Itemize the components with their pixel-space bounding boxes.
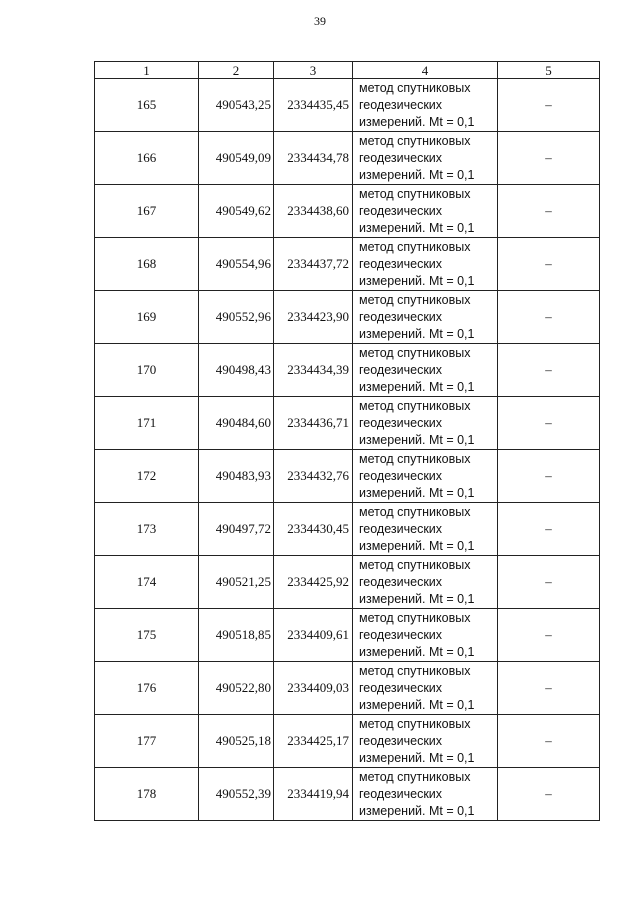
x-coordinate-cell: 490552,96 [199,291,274,344]
method-line: метод спутниковых [359,398,471,413]
point-number-cell: 171 [95,397,199,450]
y-coordinate-cell: 2334423,90 [274,291,353,344]
accuracy-dash-cell: – [498,715,600,768]
method-line: метод спутниковых [359,133,471,148]
x-coordinate-cell: 490552,39 [199,768,274,821]
method-line: метод спутниковых [359,345,471,360]
table-row [95,556,600,609]
y-coordinate-cell: 2334437,72 [274,238,353,291]
method-line: измерений. Mt = 0,1 [359,273,475,288]
method-cell [353,238,498,291]
method-line: геодезических [359,362,443,377]
method-line: геодезических [359,786,443,801]
method-line: измерений. Mt = 0,1 [359,220,475,235]
accuracy-dash-cell: – [498,768,600,821]
accuracy-dash-cell: – [498,397,600,450]
table-row [95,132,600,185]
method-line: геодезических [359,97,443,112]
point-number-cell: 165 [95,79,199,132]
table-row [95,185,600,238]
point-number-cell: 174 [95,556,199,609]
method-line: метод спутниковых [359,292,471,307]
page-number: 39 [314,14,326,28]
method-cell [353,609,498,662]
method-line: геодезических [359,574,443,589]
method-line: метод спутниковых [359,769,471,784]
point-number-cell: 166 [95,132,199,185]
header-col-1: 1 [95,62,199,79]
method-line: измерений. Mt = 0,1 [359,114,475,129]
method-cell [353,344,498,397]
method-cell [353,397,498,450]
method-line: измерений. Mt = 0,1 [359,591,475,606]
method-line: измерений. Mt = 0,1 [359,697,475,712]
table-row [95,397,600,450]
accuracy-dash-cell: – [498,132,600,185]
method-cell [353,556,498,609]
x-coordinate-cell: 490518,85 [199,609,274,662]
accuracy-dash-cell: – [498,291,600,344]
x-coordinate-cell: 490521,25 [199,556,274,609]
method-line: измерений. Mt = 0,1 [359,379,475,394]
accuracy-dash-cell: – [498,503,600,556]
x-coordinate-cell: 490549,62 [199,185,274,238]
method-cell [353,768,498,821]
point-number-cell: 170 [95,344,199,397]
y-coordinate-cell: 2334425,92 [274,556,353,609]
table-body [95,79,600,821]
method-cell [353,132,498,185]
table-row [95,291,600,344]
table-row [95,715,600,768]
table-row [95,768,600,821]
x-coordinate-cell: 490522,80 [199,662,274,715]
accuracy-dash-cell: – [498,609,600,662]
method-line: метод спутниковых [359,610,471,625]
point-number-cell: 169 [95,291,199,344]
header-col-4: 4 [353,62,498,79]
method-line: измерений. Mt = 0,1 [359,538,475,553]
y-coordinate-cell: 2334409,03 [274,662,353,715]
method-line: измерений. Mt = 0,1 [359,432,475,447]
y-coordinate-cell: 2334432,76 [274,450,353,503]
method-line: метод спутниковых [359,663,471,678]
x-coordinate-cell: 490497,72 [199,503,274,556]
method-line: метод спутниковых [359,557,471,572]
table-row [95,238,600,291]
point-number-cell: 175 [95,609,199,662]
point-number-cell: 167 [95,185,199,238]
x-coordinate-cell: 490483,93 [199,450,274,503]
method-line: измерений. Mt = 0,1 [359,167,475,182]
method-line: метод спутниковых [359,716,471,731]
accuracy-dash-cell: – [498,344,600,397]
method-cell [353,715,498,768]
accuracy-dash-cell: – [498,662,600,715]
accuracy-dash-cell: – [498,238,600,291]
y-coordinate-cell: 2334419,94 [274,768,353,821]
method-cell [353,185,498,238]
header-col-3: 3 [274,62,353,79]
method-line: измерений. Mt = 0,1 [359,750,475,765]
table-row [95,450,600,503]
table-row [95,79,600,132]
method-cell [353,450,498,503]
method-line: метод спутниковых [359,186,471,201]
y-coordinate-cell: 2334435,45 [274,79,353,132]
method-line: метод спутниковых [359,80,471,95]
x-coordinate-cell: 490543,25 [199,79,274,132]
table-row [95,662,600,715]
method-line: геодезических [359,521,443,536]
table-header-row [95,62,600,79]
method-line: геодезических [359,150,443,165]
y-coordinate-cell: 2334430,45 [274,503,353,556]
method-line: измерений. Mt = 0,1 [359,803,475,818]
coordinates-table [94,61,600,821]
x-coordinate-cell: 490554,96 [199,238,274,291]
accuracy-dash-cell: – [498,556,600,609]
y-coordinate-cell: 2334434,39 [274,344,353,397]
x-coordinate-cell: 490498,43 [199,344,274,397]
point-number-cell: 176 [95,662,199,715]
method-line: геодезических [359,309,443,324]
x-coordinate-cell: 490549,09 [199,132,274,185]
header-col-5: 5 [498,62,600,79]
point-number-cell: 168 [95,238,199,291]
accuracy-dash-cell: – [498,185,600,238]
method-cell [353,503,498,556]
method-line: геодезических [359,468,443,483]
y-coordinate-cell: 2334425,17 [274,715,353,768]
method-cell [353,79,498,132]
method-line: метод спутниковых [359,239,471,254]
y-coordinate-cell: 2334409,61 [274,609,353,662]
method-line: геодезических [359,627,443,642]
method-line: метод спутниковых [359,451,471,466]
method-line: измерений. Mt = 0,1 [359,485,475,500]
method-line: геодезических [359,680,443,695]
table-row [95,503,600,556]
x-coordinate-cell: 490484,60 [199,397,274,450]
method-line: геодезических [359,203,443,218]
accuracy-dash-cell: – [498,450,600,503]
method-cell [353,291,498,344]
header-col-2: 2 [199,62,274,79]
method-line: измерений. Mt = 0,1 [359,326,475,341]
table-row [95,609,600,662]
point-number-cell: 173 [95,503,199,556]
method-line: геодезических [359,256,443,271]
point-number-cell: 178 [95,768,199,821]
accuracy-dash-cell: – [498,79,600,132]
x-coordinate-cell: 490525,18 [199,715,274,768]
y-coordinate-cell: 2334434,78 [274,132,353,185]
table-row [95,344,600,397]
point-number-cell: 177 [95,715,199,768]
method-line: геодезических [359,733,443,748]
method-cell [353,662,498,715]
method-line: метод спутниковых [359,504,471,519]
y-coordinate-cell: 2334436,71 [274,397,353,450]
method-line: измерений. Mt = 0,1 [359,644,475,659]
method-line: геодезических [359,415,443,430]
y-coordinate-cell: 2334438,60 [274,185,353,238]
point-number-cell: 172 [95,450,199,503]
